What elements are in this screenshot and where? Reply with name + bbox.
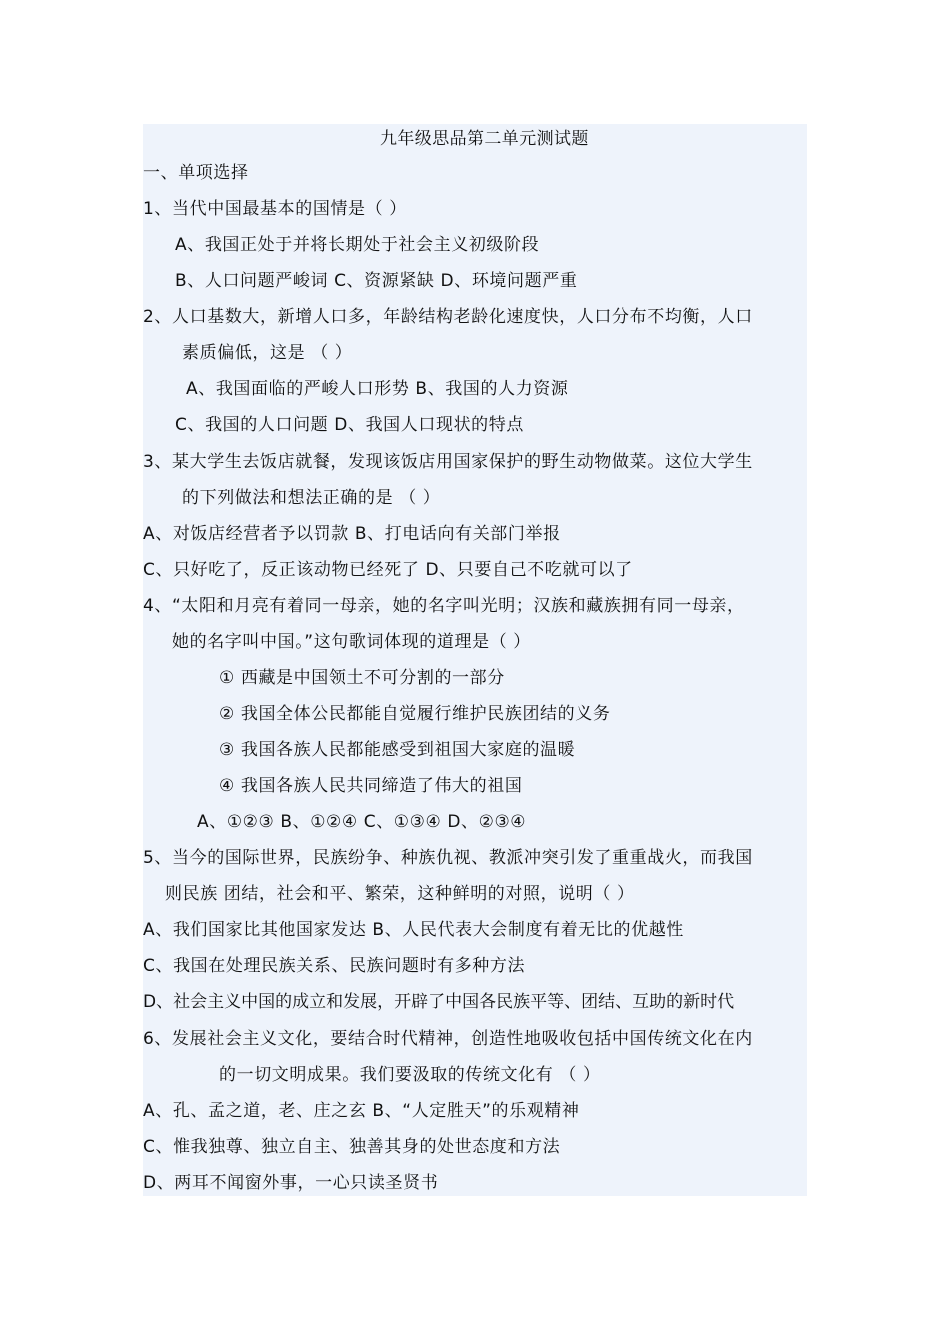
q6-stem-line1: 6、发展社会主义文化，要结合时代精神，创造性地吸收包括中国传统文化在内: [143, 1029, 753, 1049]
q5-option-d: D、社会主义中国的成立和发展，开辟了中国各民族平等、团结、互助的新时代: [143, 992, 735, 1012]
q4-options: A、①②③ B、①②④ C、①③④ D、②③④: [197, 812, 527, 832]
q2-stem-line2: 素质偏低，这是 （ ）: [182, 343, 353, 363]
q4-item-4: ④ 我国各族人民共同缔造了伟大的祖国: [219, 776, 523, 796]
q1-option-a: A、我国正处于并将长期处于社会主义初级阶段: [175, 235, 540, 255]
q2-options-cd: C、我国的人口问题 D、我国人口现状的特点: [175, 415, 524, 435]
q6-options-ab: A、孔、孟之道，老、庄之玄 B、“人定胜天”的乐观精神: [143, 1101, 580, 1121]
q3-stem-line1: 3、某大学生去饭店就餐，发现该饭店用国家保护的野生动物做菜。这位大学生: [143, 452, 753, 472]
q6-stem-line2: 的一切文明成果。我们要汲取的传统文化有 （ ）: [219, 1065, 601, 1085]
q4-item-1: ① 西藏是中国领土不可分割的一部分: [219, 668, 505, 688]
q5-options-ab: A、我们国家比其他国家发达 B、人民代表大会制度有着无比的优越性: [143, 920, 684, 940]
section-heading: 一、单项选择: [143, 163, 249, 183]
q3-options-cd: C、只好吃了，反正该动物已经死了 D、只要自己不吃就可以了: [143, 560, 633, 580]
q5-stem-line1: 5、当今的国际世界，民族纷争、种族仇视、教派冲突引发了重重战火，而我国: [143, 848, 753, 868]
q1-stem: 1、当代中国最基本的国情是（ ）: [143, 199, 407, 219]
q2-options-ab: A、我国面临的严峻人口形势 B、我国的人力资源: [186, 379, 569, 399]
q5-option-c: C、我国在处理民族关系、民族问题时有多种方法: [143, 956, 526, 976]
q6-option-c: C、惟我独尊、独立自主、独善其身的处世态度和方法: [143, 1137, 561, 1157]
q6-option-d: D、两耳不闻窗外事，一心只读圣贤书: [143, 1173, 439, 1193]
q2-stem-line1: 2、人口基数大，新增人口多，年龄结构老龄化速度快，人口分布不均衡，人口: [143, 307, 753, 327]
q1-options-bcd: B、人口问题严峻词 C、资源紧缺 D、环境问题严重: [175, 271, 578, 291]
q4-item-3: ③ 我国各族人民都能感受到祖国大家庭的温暖: [219, 740, 576, 760]
q3-options-ab: A、对饭店经营者予以罚款 B、打电话向有关部门举报: [143, 524, 561, 544]
q4-stem-line1: 4、“太阳和月亮有着同一母亲，她的名字叫光明；汉族和藏族拥有同一母亲，: [143, 596, 745, 616]
q4-stem-line2: 她的名字叫中国。”这句歌词体现的道理是（ ）: [172, 632, 531, 652]
q3-stem-line2: 的下列做法和想法正确的是 （ ）: [182, 488, 441, 508]
doc-title: 九年级思品第二单元测试题: [380, 129, 589, 149]
q5-stem-line2: 则民族 团结，社会和平、繁荣，这种鲜明的对照，说明（ ）: [165, 884, 635, 904]
q4-item-2: ② 我国全体公民都能自觉履行维护民族团结的义务: [219, 704, 611, 724]
